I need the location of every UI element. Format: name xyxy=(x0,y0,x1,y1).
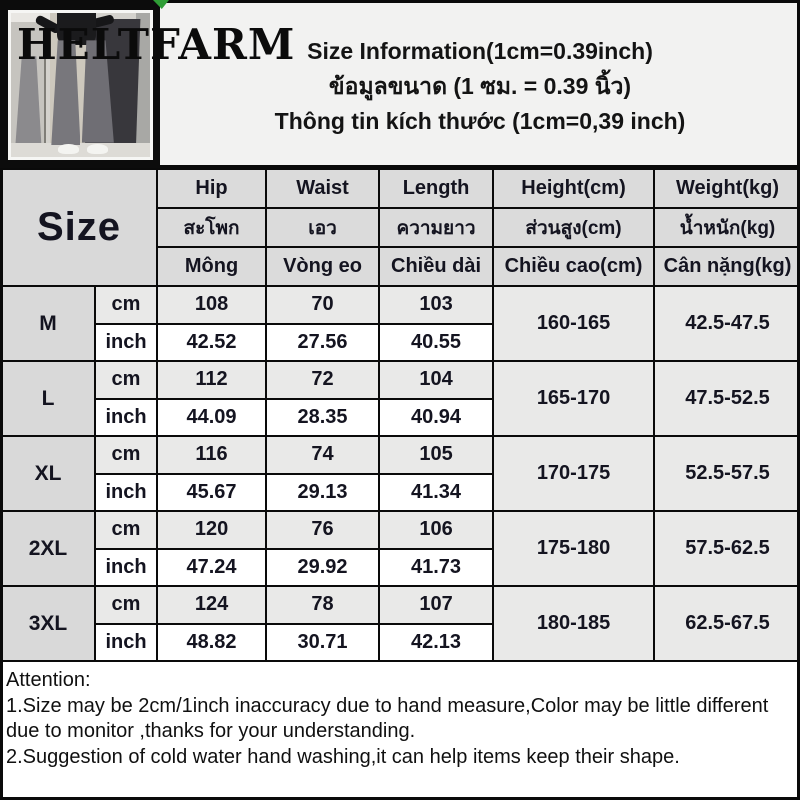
unit-cm: cm xyxy=(95,436,157,474)
title-vietnamese: Thông tin kích thước (1cm=0,39 inch) xyxy=(274,107,686,134)
l-length-inch: 40.94 xyxy=(379,399,493,437)
2xl-weight: 57.5-62.5 xyxy=(654,511,800,586)
m-waist-inch: 27.56 xyxy=(266,324,379,362)
col-header-weight-th: น้ำหนัก(kg) xyxy=(654,208,800,247)
unit-inch: inch xyxy=(95,624,157,662)
unit-cm: cm xyxy=(95,286,157,324)
unit-cm: cm xyxy=(95,511,157,549)
m-height: 160-165 xyxy=(493,286,654,361)
col-header-hip-th: สะโพก xyxy=(157,208,266,247)
m-length-inch: 40.55 xyxy=(379,324,493,362)
unit-inch: inch xyxy=(95,549,157,587)
xl-waist-inch: 29.13 xyxy=(266,474,379,512)
3xl-height: 180-185 xyxy=(493,586,654,661)
attention-note-1: 1.Size may be 2cm/1inch inaccuracy due to hand measure,Color may be little different due to monitor ,thanks for your understanding. xyxy=(6,694,769,742)
col-header-waist-th: เอว xyxy=(266,208,379,247)
size-corner-header: Size xyxy=(1,169,157,286)
unit-inch: inch xyxy=(95,474,157,512)
m-waist-cm: 70 xyxy=(266,286,379,324)
col-header-hip-en: Hip xyxy=(157,169,266,208)
size-label-3xl: 3XL xyxy=(1,586,95,661)
col-header-hip-vi: Mông xyxy=(157,247,266,286)
2xl-length-inch: 41.73 xyxy=(379,549,493,587)
2xl-waist-inch: 29.92 xyxy=(266,549,379,587)
m-weight: 42.5-47.5 xyxy=(654,286,800,361)
l-length-cm: 104 xyxy=(379,361,493,399)
2xl-hip-inch: 47.24 xyxy=(157,549,266,587)
attention-section xyxy=(0,662,800,770)
col-header-height-vi: Chiều cao(cm) xyxy=(493,247,654,286)
xl-waist-cm: 74 xyxy=(266,436,379,474)
3xl-length-cm: 107 xyxy=(379,586,493,624)
photo-shoe-left xyxy=(58,144,79,154)
xl-height: 170-175 xyxy=(493,436,654,511)
title-english: Size Information(1cm=0.39inch) xyxy=(307,37,653,64)
2xl-height: 175-180 xyxy=(493,511,654,586)
photo-shoe-right xyxy=(87,144,108,154)
m-hip-cm: 108 xyxy=(157,286,266,324)
size-label-2xl: 2XL xyxy=(1,511,95,586)
l-hip-cm: 112 xyxy=(157,361,266,399)
attention-note-2: 2.Suggestion of cold water hand washing,it can help items keep their shape. xyxy=(6,745,680,768)
col-header-waist-vi: Vòng eo xyxy=(266,247,379,286)
size-label-m: M xyxy=(1,286,95,361)
col-header-height-en: Height(cm) xyxy=(493,169,654,208)
unit-inch: inch xyxy=(95,399,157,437)
3xl-length-inch: 42.13 xyxy=(379,624,493,662)
title-thai: ข้อมูลขนาด (1 ซม. = 0.39 นิ้ว) xyxy=(328,72,632,99)
brand-logo: HELTFARM xyxy=(17,20,296,69)
xl-weight: 52.5-57.5 xyxy=(654,436,800,511)
xl-length-cm: 105 xyxy=(379,436,493,474)
l-waist-inch: 28.35 xyxy=(266,399,379,437)
col-header-height-th: ส่วนสูง(cm) xyxy=(493,208,654,247)
xl-length-inch: 41.34 xyxy=(379,474,493,512)
2xl-waist-cm: 76 xyxy=(266,511,379,549)
col-header-length-vi: Chiều dài xyxy=(379,247,493,286)
l-waist-cm: 72 xyxy=(266,361,379,399)
l-hip-inch: 44.09 xyxy=(157,399,266,437)
size-label-xl: XL xyxy=(1,436,95,511)
col-header-length-en: Length xyxy=(379,169,493,208)
col-header-weight-vi: Cân nặng(kg) xyxy=(654,247,800,286)
col-header-weight-en: Weight(kg) xyxy=(654,169,800,208)
col-header-waist-en: Waist xyxy=(266,169,379,208)
photo-floor xyxy=(11,143,150,157)
3xl-waist-cm: 78 xyxy=(266,586,379,624)
m-hip-inch: 42.52 xyxy=(157,324,266,362)
unit-inch: inch xyxy=(95,324,157,362)
3xl-weight: 62.5-67.5 xyxy=(654,586,800,661)
size-label-l: L xyxy=(1,361,95,436)
l-height: 165-170 xyxy=(493,361,654,436)
3xl-waist-inch: 30.71 xyxy=(266,624,379,662)
3xl-hip-inch: 48.82 xyxy=(157,624,266,662)
xl-hip-cm: 116 xyxy=(157,436,266,474)
unit-cm: cm xyxy=(95,586,157,624)
unit-cm: cm xyxy=(95,361,157,399)
2xl-length-cm: 106 xyxy=(379,511,493,549)
3xl-hip-cm: 124 xyxy=(157,586,266,624)
attention-title: Attention: xyxy=(6,669,91,691)
col-header-length-th: ความยาว xyxy=(379,208,493,247)
2xl-hip-cm: 120 xyxy=(157,511,266,549)
size-table xyxy=(0,168,800,662)
m-length-cm: 103 xyxy=(379,286,493,324)
l-weight: 47.5-52.5 xyxy=(654,361,800,436)
top-banner xyxy=(0,0,800,168)
xl-hip-inch: 45.67 xyxy=(157,474,266,512)
